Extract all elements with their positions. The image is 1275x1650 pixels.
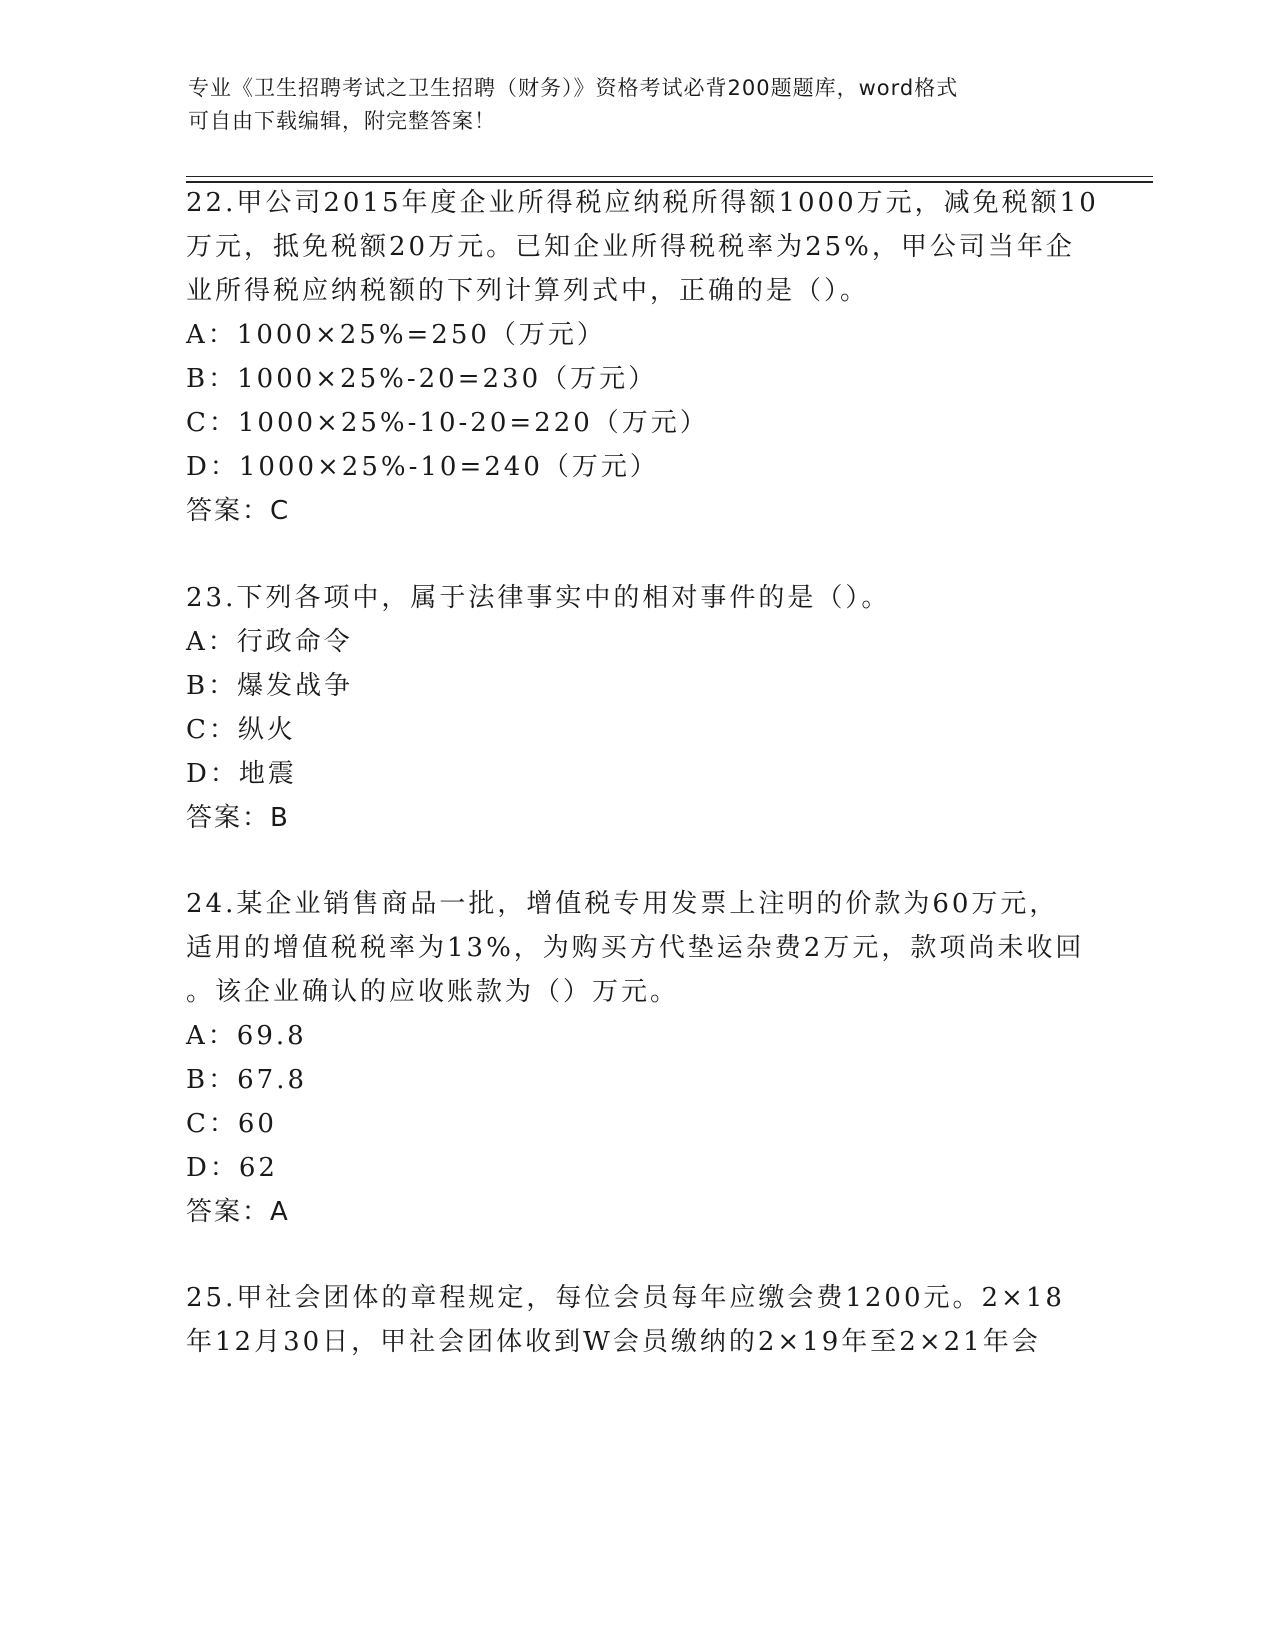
answer-label: 答案：A xyxy=(186,1197,290,1227)
option-b: B：爆发战争 xyxy=(186,671,354,701)
question-stem-line: 万元，抵免税额20万元。已知企业所得税税率为25%，甲公司当年企 xyxy=(186,232,1075,262)
header-divider-thick xyxy=(186,181,1153,183)
option-c: C：60 xyxy=(186,1109,277,1139)
header-divider-thin xyxy=(186,176,1153,177)
header-line-2: 可自由下载编辑，附完整答案！ xyxy=(188,109,496,133)
question-stem-line: 25.甲社会团体的章程规定，每位会员每年应缴会费1200元。2×18 xyxy=(186,1283,1065,1313)
option-a: A：69.8 xyxy=(186,1021,307,1051)
option-c: C：纵火 xyxy=(186,715,296,745)
question-stem-line: 24.某企业销售商品一批，增值税专用发票上注明的价款为60万元， xyxy=(186,889,1059,919)
option-b: B：1000×25%-20=230（万元） xyxy=(186,364,658,394)
question-stem-line: 业所得税应纳税额的下列计算列式中，正确的是（）。 xyxy=(186,276,870,306)
option-b: B：67.8 xyxy=(186,1065,307,1095)
question-stem-line: 22.甲公司2015年度企业所得税应纳税所得额1000万元，减免税额10 xyxy=(186,188,1099,218)
question-stem-line: 年12月30日，甲社会团体收到W会员缴纳的2×19年至2×21年会 xyxy=(186,1327,1041,1357)
option-d: D：地震 xyxy=(186,759,297,789)
question-stem-line: 适用的增值税税率为13%，为购买方代垫运杂费2万元，款项尚未收回 xyxy=(186,933,1085,963)
option-d: D：62 xyxy=(186,1153,278,1183)
option-a: A：行政命令 xyxy=(186,627,353,657)
option-c: C：1000×25%-10-20=220（万元） xyxy=(186,408,709,438)
question-stem-line: 。该企业确认的应收账款为（）万元。 xyxy=(186,977,680,1007)
header-line-1: 专业《卫生招聘考试之卫生招聘（财务）》资格考试必背200题题库，word格式 xyxy=(188,76,959,100)
option-a: A：1000×25%=250（万元） xyxy=(186,320,606,350)
answer-label: 答案：B xyxy=(186,803,290,833)
document-header xyxy=(188,72,1068,138)
question-stem-line: 23.下列各项中，属于法律事实中的相对事件的是（）。 xyxy=(186,583,891,613)
option-d: D：1000×25%-10=240（万元） xyxy=(186,452,659,482)
answer-label: 答案：C xyxy=(186,496,291,526)
